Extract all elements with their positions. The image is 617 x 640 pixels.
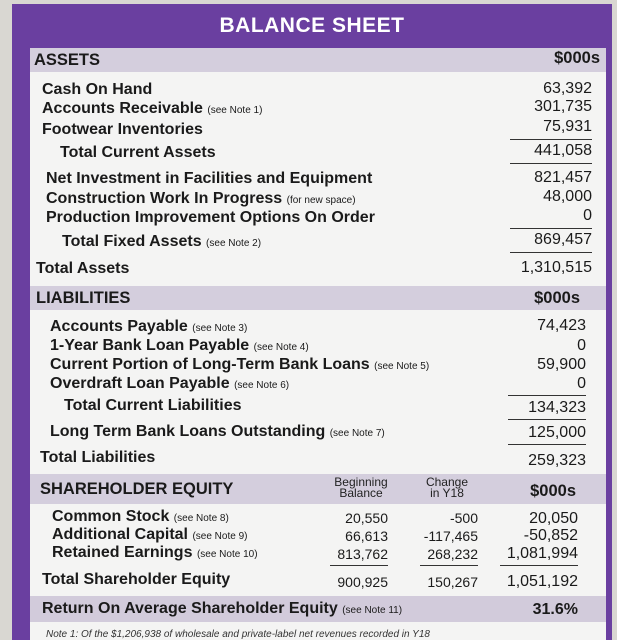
note-ref: (see Note 9) — [192, 531, 248, 542]
equity-unit: $000s — [530, 482, 576, 500]
note-ref: (see Note 5) — [374, 361, 430, 372]
liability-value: 0 — [577, 337, 586, 354]
long-term-loans-label: Long Term Bank Loans Outstanding (see Note 7) — [50, 423, 385, 440]
fixed-asset-label: Construction Work In Progress (for new space) — [46, 190, 356, 207]
equity-heading: SHAREHOLDER EQUITY — [40, 480, 234, 498]
equity-begin: 813,762 — [337, 546, 388, 562]
subtotal-rule — [510, 228, 592, 229]
note-ref: (see Note 7) — [329, 428, 385, 439]
total-current-liabilities-label: Total Current Liabilities — [64, 397, 242, 414]
assets-unit: $000s — [554, 49, 600, 67]
liability-value: 74,423 — [537, 317, 586, 334]
liability-label: Accounts Payable (see Note 3) — [50, 318, 248, 335]
fixed-asset-label: Net Investment in Facilities and Equipment — [46, 170, 373, 187]
equity-value: -50,852 — [523, 527, 578, 544]
col-change-y18: Change in Y18 — [425, 475, 469, 500]
subtotal-rule — [510, 139, 592, 140]
note-ref: (see Note 3) — [192, 323, 248, 334]
equity-label: Retained Earnings (see Note 10) — [52, 544, 258, 561]
liability-label: Current Portion of Long-Term Bank Loans (see Note 5) — [50, 356, 430, 373]
total-current-assets-label: Total Current Assets — [60, 144, 216, 161]
total-current-liabilities-value: 134,323 — [528, 399, 586, 416]
total-equity-label: Total Shareholder Equity — [42, 571, 231, 588]
total-equity-change: 150,267 — [427, 574, 478, 590]
equity-value: 20,050 — [529, 510, 578, 527]
equity-label: Common Stock (see Note 8) — [52, 508, 229, 525]
total-equity-begin: 900,925 — [337, 574, 388, 590]
note-ref: (see Note 4) — [253, 342, 309, 353]
note-ref: (see Note 8) — [173, 513, 229, 524]
subtotal-rule — [510, 252, 592, 253]
subtotal-rule — [500, 565, 578, 566]
subtotal-rule — [510, 163, 592, 164]
col-beginning-balance: Beginning Balance — [334, 475, 388, 500]
return-on-equity-value: 31.6% — [532, 601, 578, 618]
note-ref: (see Note 1) — [207, 105, 263, 116]
subtotal-rule — [508, 419, 586, 420]
subtotal-rule — [508, 395, 586, 396]
total-assets-value: 1,310,515 — [520, 259, 592, 276]
total-fixed-assets-label: Total Fixed Assets (see Note 2) — [62, 233, 262, 250]
subtotal-rule — [420, 565, 478, 566]
total-liabilities-label: Total Liabilities — [40, 449, 156, 466]
equity-label: Additional Capital (see Note 9) — [52, 526, 248, 543]
fixed-asset-value: 48,000 — [543, 188, 592, 205]
note-ref: (for new space) — [286, 195, 356, 206]
total-current-assets-value: 441,058 — [534, 142, 592, 159]
liabilities-heading: LIABILITIES — [36, 289, 131, 307]
equity-begin: 20,550 — [345, 510, 388, 526]
note-ref: (see Note 2) — [206, 238, 262, 249]
return-on-equity-label: Return On Average Shareholder Equity (see Note 11) — [42, 600, 403, 617]
long-term-loans-value: 125,000 — [528, 424, 586, 441]
total-equity-value: 1,051,192 — [506, 573, 578, 590]
subtotal-rule — [330, 565, 388, 566]
note-ref: (see Note 6) — [234, 380, 290, 391]
fixed-asset-value: 821,457 — [534, 169, 592, 186]
liabilities-unit: $000s — [534, 289, 580, 307]
note-ref: (see Note 11) — [342, 605, 403, 616]
liability-label: Overdraft Loan Payable (see Note 6) — [50, 375, 290, 392]
note-ref: (see Note 10) — [196, 549, 258, 560]
asset-value: 301,735 — [534, 98, 592, 115]
equity-change: 268,232 — [427, 546, 478, 562]
assets-heading: ASSETS — [34, 51, 101, 69]
liability-value: 0 — [577, 375, 586, 392]
liability-value: 59,900 — [537, 356, 586, 373]
asset-value: 75,931 — [543, 118, 592, 135]
subtotal-rule — [508, 444, 586, 445]
sheet-title: BALANCE SHEET — [219, 14, 405, 37]
asset-value: 63,392 — [543, 80, 592, 97]
total-fixed-assets-value: 869,457 — [534, 231, 592, 248]
asset-label: Accounts Receivable (see Note 1) — [42, 100, 263, 117]
equity-value: 1,081,994 — [506, 545, 578, 562]
fixed-asset-value: 0 — [583, 207, 592, 224]
asset-label: Cash On Hand — [42, 81, 153, 98]
footnote: Note 1: Of the $1,206,938 of wholesale and private-label net revenues recorded in Y18 — [46, 629, 430, 640]
liability-label: 1-Year Bank Loan Payable (see Note 4) — [50, 337, 309, 354]
equity-change: -500 — [449, 510, 478, 526]
total-assets-label: Total Assets — [36, 260, 130, 277]
fixed-asset-label: Production Improvement Options On Order — [46, 209, 375, 226]
total-liabilities-value: 259,323 — [528, 452, 586, 469]
equity-change: -117,465 — [423, 528, 478, 544]
asset-label: Footwear Inventories — [42, 121, 203, 138]
equity-begin: 66,613 — [345, 528, 388, 544]
